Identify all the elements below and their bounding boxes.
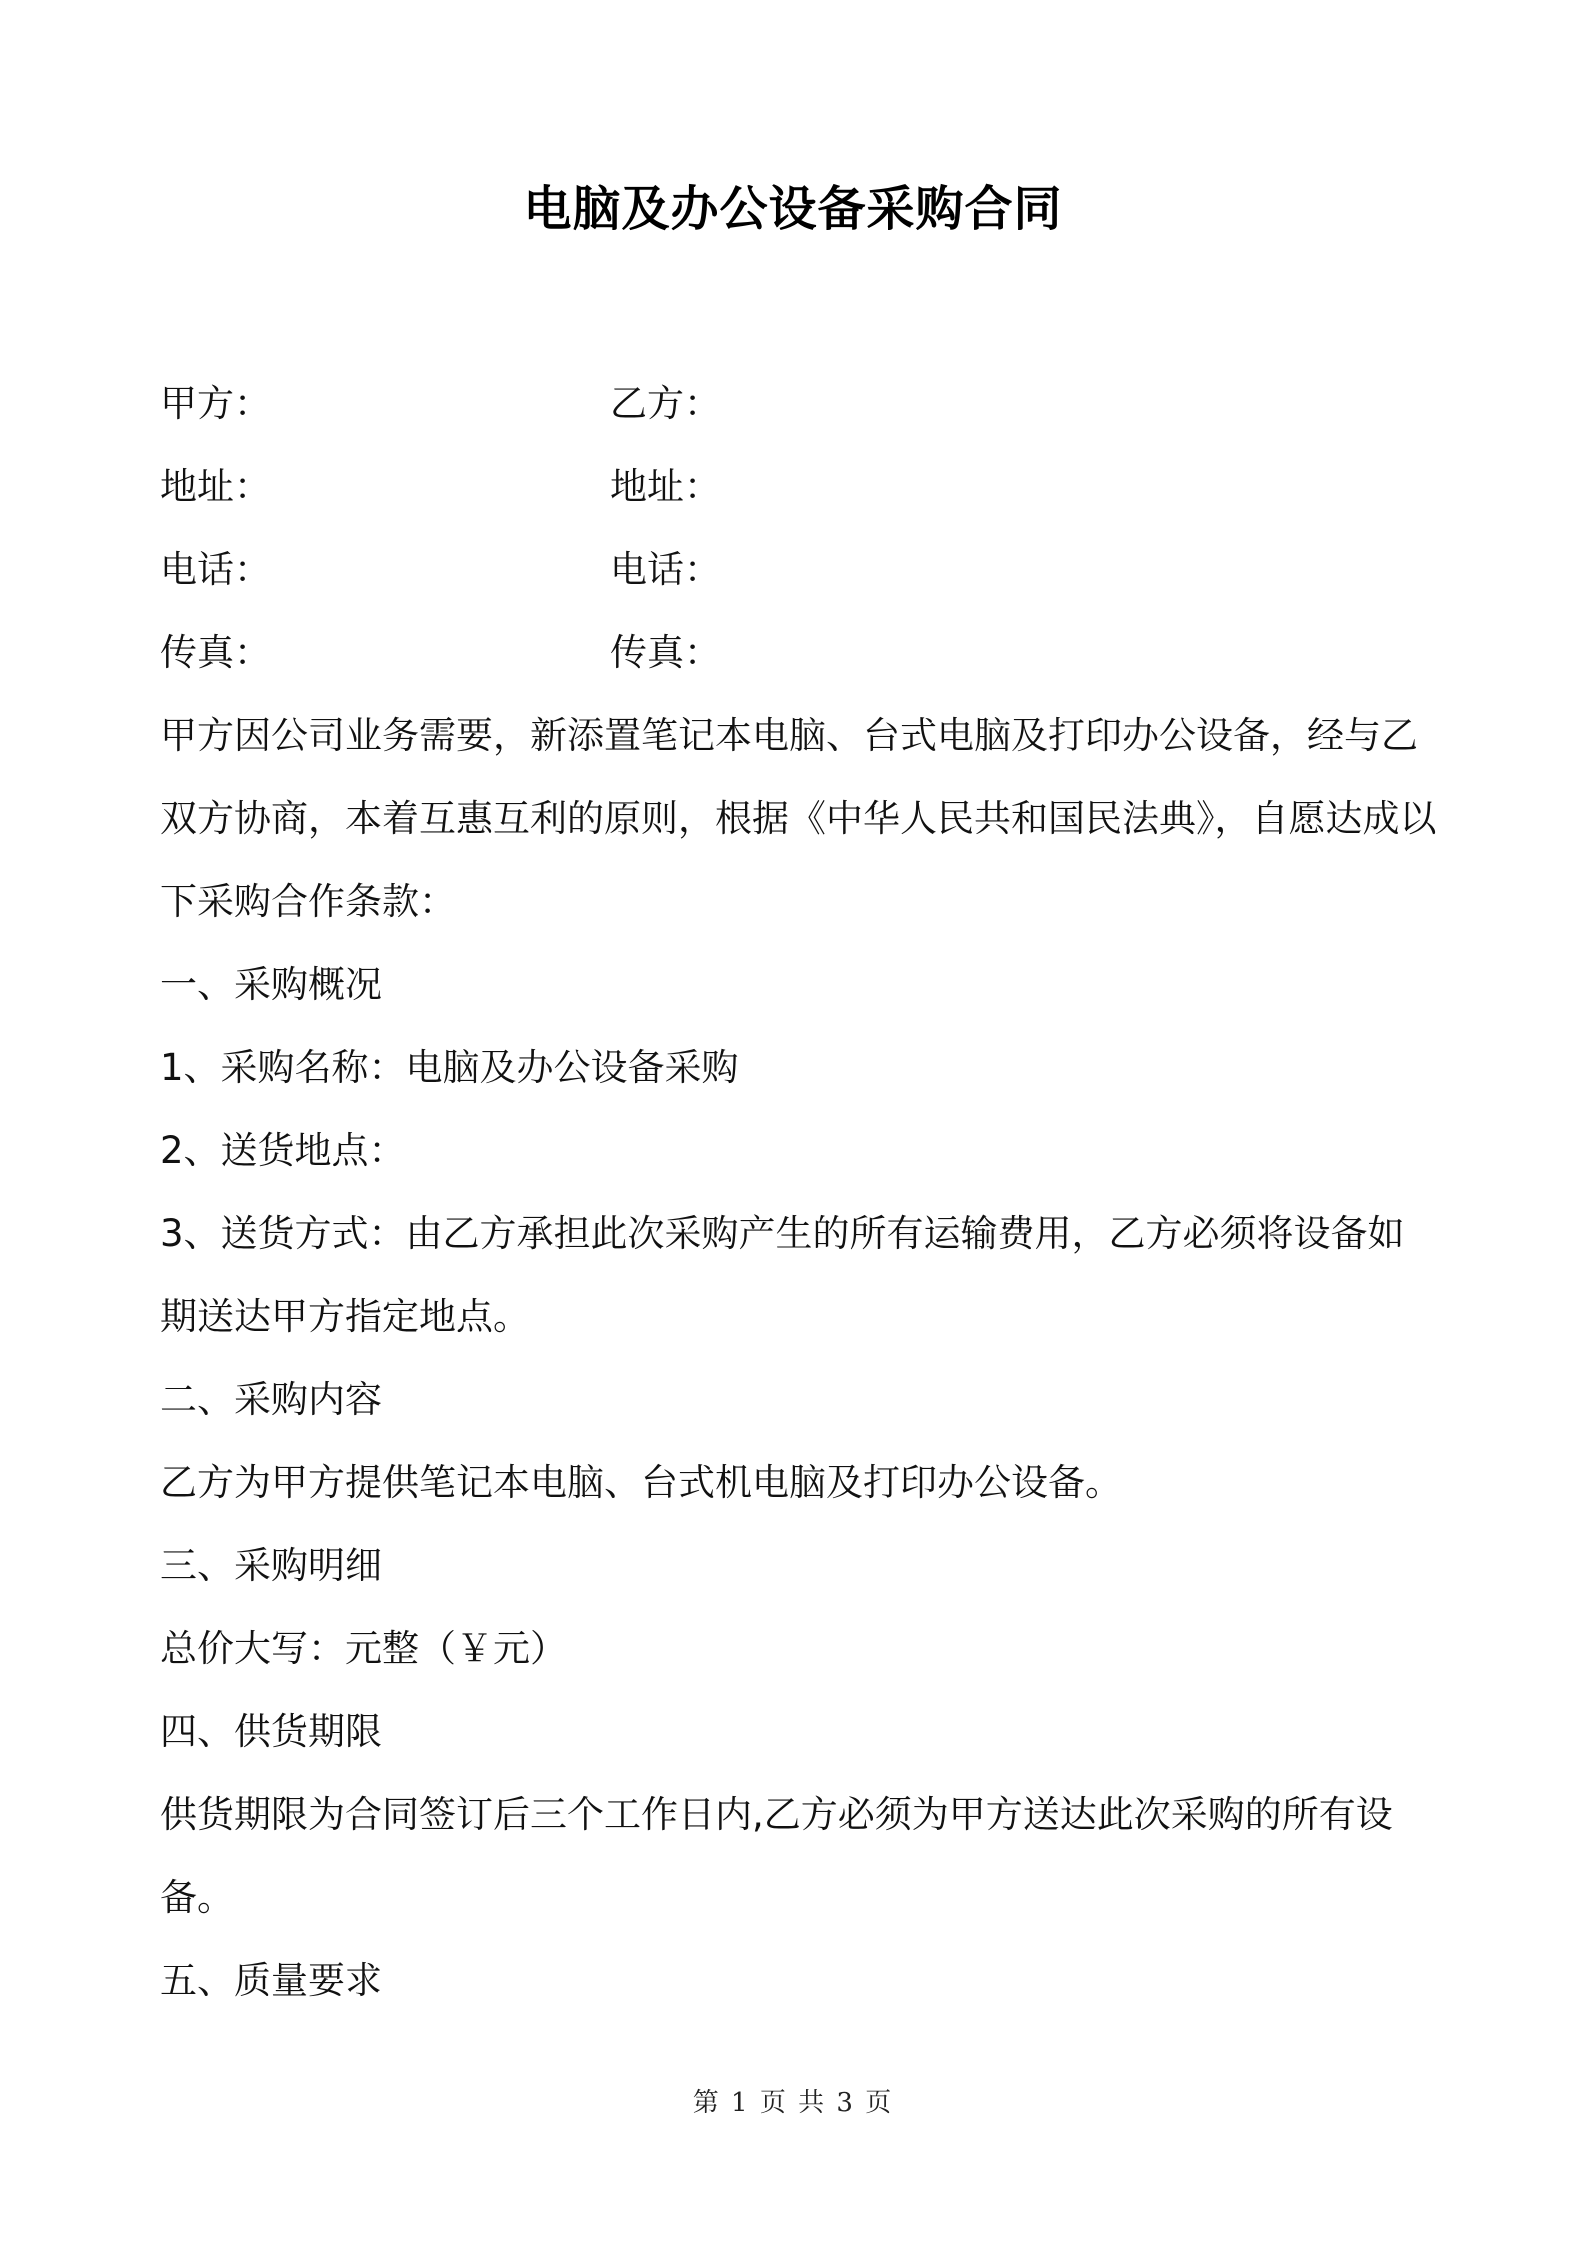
party-row-phone	[160, 528, 1440, 611]
document-title: 电脑及办公设备采购合同	[523, 181, 1063, 237]
page-number-footer: 第 1 页 共 3 页	[692, 2088, 894, 2118]
party-a-address-label: 地址：	[160, 465, 271, 508]
party-row-name	[160, 362, 1440, 445]
intro-line-1: 甲方因公司业务需要，新添置笔记本电脑、台式电脑及打印办公设备，经与乙	[160, 714, 1418, 757]
party-a-fax-label: 传真：	[160, 631, 271, 674]
party-b-fax-label: 传真：	[610, 631, 721, 674]
intro-line-2: 双方协商，本着互惠互利的原则，根据《中华人民共和国民法典》，自愿达成以	[160, 797, 1437, 840]
intro-line-3: 下采购合作条款：	[160, 880, 456, 923]
party-a-name-label: 甲方：	[160, 382, 271, 425]
clause-delivery-method-line-1: 3、送货方式：由乙方承担此次采购产生的所有运输费用，乙方必须将设备如	[160, 1212, 1405, 1255]
section-heading-overview: 一、采购概况	[160, 963, 382, 1006]
party-row-address	[160, 445, 1440, 528]
section-heading-supply-period: 四、供货期限	[160, 1710, 382, 1753]
clause-supply-period-line-2: 备。	[160, 1876, 234, 1919]
clause-delivery-location: 2、送货地点：	[160, 1129, 406, 1172]
clause-total-price: 总价大写：元整（￥元）	[160, 1627, 567, 1670]
party-a-phone-label: 电话：	[160, 548, 271, 591]
clause-content: 乙方为甲方提供笔记本电脑、台式机电脑及打印办公设备。	[160, 1461, 1122, 1504]
section-heading-content: 二、采购内容	[160, 1378, 382, 1421]
section-heading-details: 三、采购明细	[160, 1544, 382, 1587]
clause-supply-period-line-1: 供货期限为合同签订后三个工作日内,乙方必须为甲方送达此次采购的所有设	[160, 1793, 1393, 1836]
clause-purchase-name: 1、采购名称：电脑及办公设备采购	[160, 1046, 739, 1089]
section-heading-quality: 五、质量要求	[160, 1959, 382, 2002]
party-b-name-label: 乙方：	[610, 382, 721, 425]
clause-delivery-method-line-2: 期送达甲方指定地点。	[160, 1295, 530, 1338]
party-row-fax	[160, 611, 1440, 694]
document-body	[160, 362, 1440, 2022]
party-b-address-label: 地址：	[610, 465, 721, 508]
party-b-phone-label: 电话：	[610, 548, 721, 591]
